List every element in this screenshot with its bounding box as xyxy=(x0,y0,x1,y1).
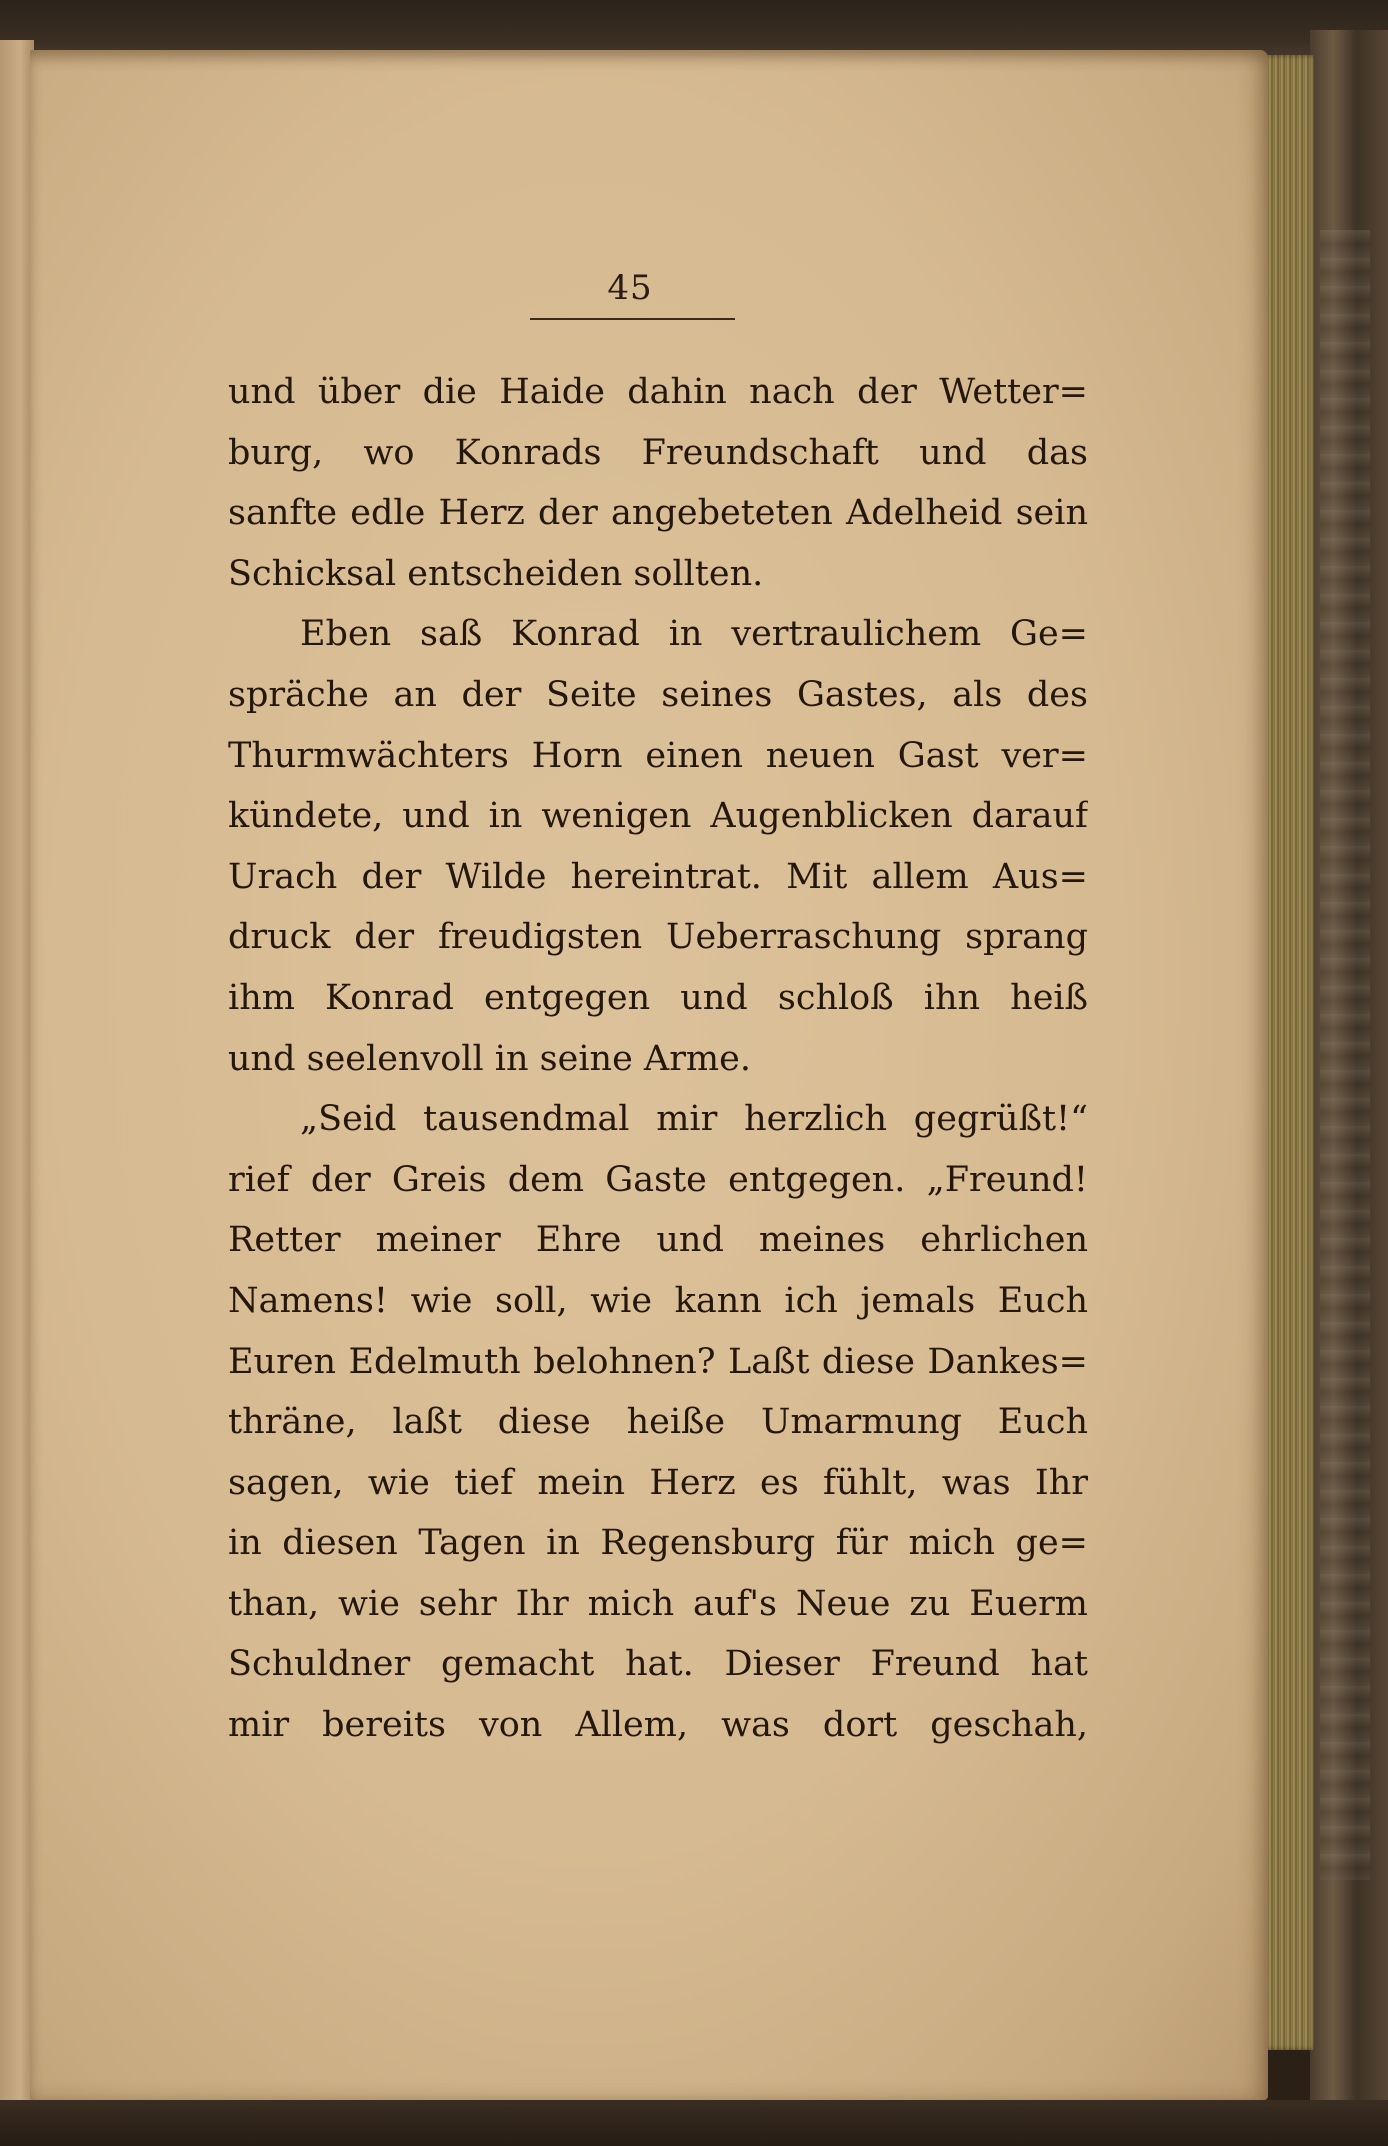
text-line: Namens! wie soll, wie kann ich jemals Euch xyxy=(228,1280,1088,1321)
text-line: „Seid tausendmal mir herzlich gegrüßt!“ xyxy=(300,1099,1088,1140)
text-line: than, wie sehr Ihr mich auf's Neue zu Euerm xyxy=(228,1583,1088,1624)
binding-bottom-edge xyxy=(0,2100,1388,2146)
text-line: kündete, und in wenigen Augenblicken darauf xyxy=(228,796,1088,837)
text-line: Euren Edelmuth belohnen? Laßt diese Dankes= xyxy=(228,1341,1088,1382)
page-number: 45 xyxy=(607,268,653,308)
header-rule xyxy=(530,318,735,320)
body-text xyxy=(228,362,1088,1756)
text-line: und seelenvoll in seine Arme. xyxy=(228,1038,751,1079)
text-line: burg, wo Konrads Freundschaft und das xyxy=(228,432,1088,473)
text-line: ihm Konrad entgegen und schloß ihn heiß xyxy=(228,977,1088,1018)
facing-page-edge xyxy=(0,40,34,2146)
text-line: druck der freudigsten Ueberraschung sprang xyxy=(228,917,1088,958)
page-edges xyxy=(1262,55,1314,2050)
text-line: Urach der Wilde hereintrat. Mit allem Aus= xyxy=(228,856,1088,897)
text-line: Schicksal entscheiden sollten. xyxy=(228,553,764,594)
text-line: sanfte edle Herz der angebeteten Adelheid sein xyxy=(228,493,1088,534)
cover-wear-texture xyxy=(1320,230,1370,1880)
text-line: rief der Greis dem Gaste entgegen. „Freund! xyxy=(228,1159,1088,1200)
text-line: Thurmwächters Horn einen neuen Gast ver= xyxy=(228,735,1088,776)
text-line: Schuldner gemacht hat. Dieser Freund hat xyxy=(228,1644,1088,1685)
text-line: Eben saß Konrad in vertraulichem Ge= xyxy=(300,614,1088,655)
text-line: mir bereits von Allem, was dort geschah, xyxy=(228,1705,1088,1746)
text-line: sagen, wie tief mein Herz es fühlt, was Ihr xyxy=(228,1462,1088,1503)
text-line: spräche an der Seite seines Gastes, als des xyxy=(228,674,1088,715)
text-line: thräne, laßt diese heiße Umarmung Euch xyxy=(228,1402,1088,1443)
text-line: in diesen Tagen in Regensburg für mich ge= xyxy=(228,1523,1088,1564)
text-line: Retter meiner Ehre und meines ehrlichen xyxy=(228,1220,1088,1261)
text-line: und über die Haide dahin nach der Wetter= xyxy=(228,372,1088,412)
